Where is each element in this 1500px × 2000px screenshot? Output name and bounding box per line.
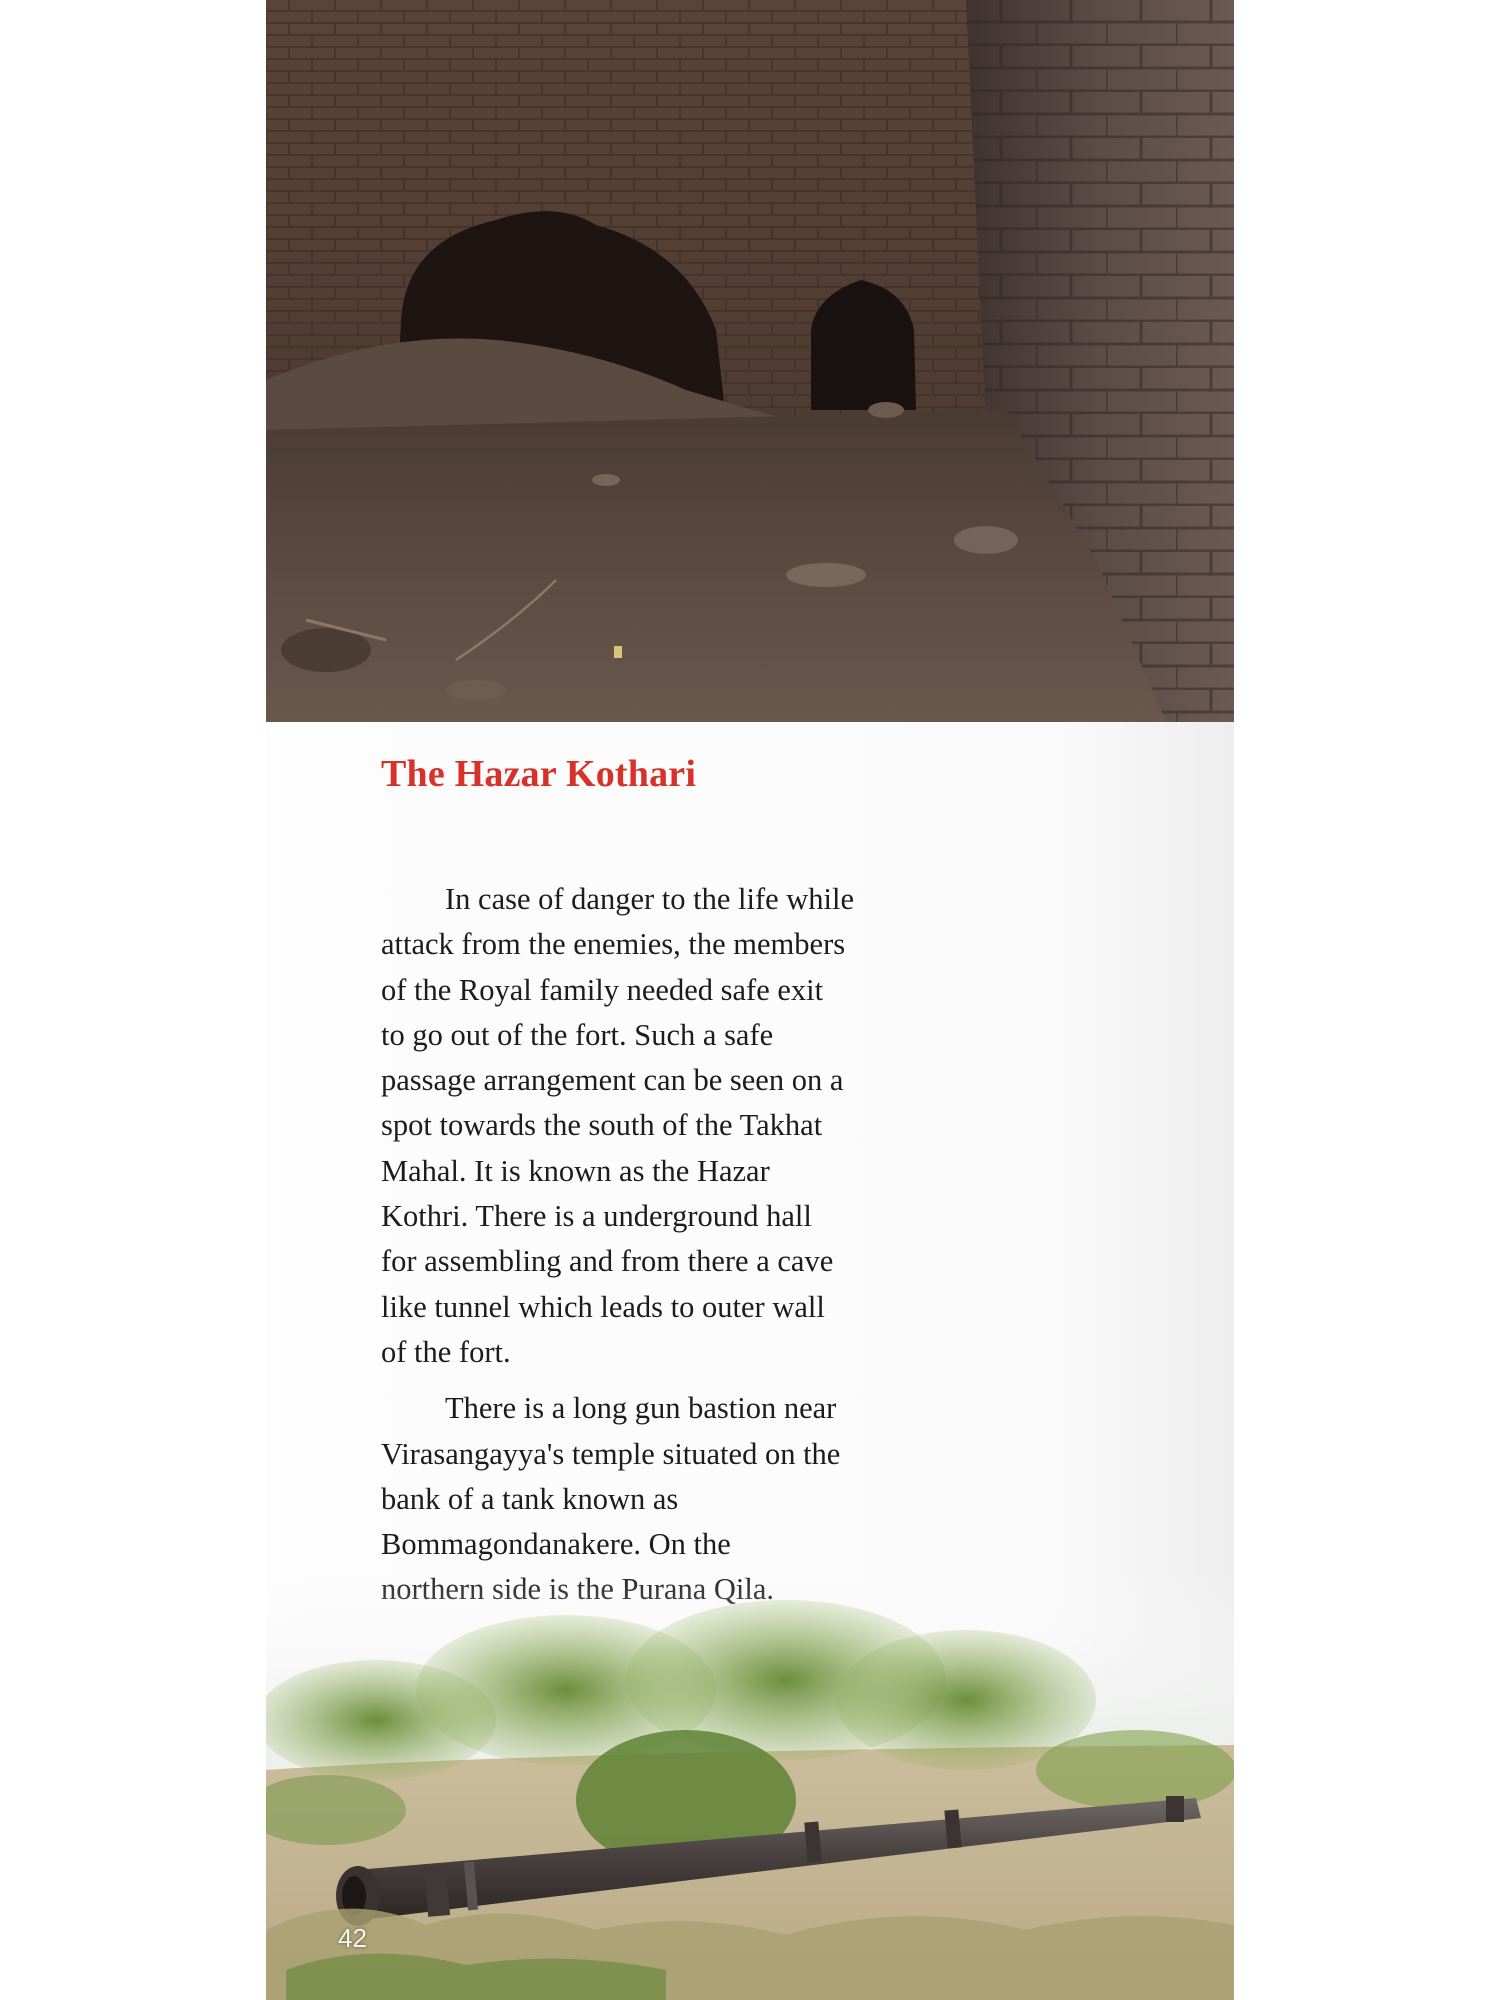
text-line: attack from the enemies, the members	[381, 927, 846, 962]
section-heading: The Hazar Kothari	[381, 753, 697, 795]
text-line: of the fort.	[381, 1334, 511, 1369]
cannon-photo	[266, 1570, 1234, 2000]
underground-hall-illustration	[266, 0, 1234, 722]
paragraph-1	[381, 877, 981, 1375]
text-line: passage arrangement can be seen on a	[381, 1063, 844, 1098]
underground-hall-photo	[266, 0, 1234, 722]
cannon-illustration	[266, 1570, 1234, 2000]
text-line: bank of a tank known as	[381, 1481, 679, 1516]
text-line: There is a long gun bastion near	[445, 1391, 837, 1426]
text-line: like tunnel which leads to outer wall	[381, 1289, 825, 1324]
text-line: to go out of the fort. Such a safe	[381, 1017, 774, 1052]
paragraph-gap	[381, 1375, 981, 1386]
page-number: 42	[338, 1923, 367, 1953]
text-line: Virasangayya's temple situated on the	[381, 1436, 841, 1471]
text-line: Bommagondanakere. On the	[381, 1527, 731, 1562]
text-line: In case of danger to the life while	[445, 882, 855, 916]
book-page	[266, 0, 1234, 2000]
text-line: spot towards the south of the Takhat	[381, 1108, 823, 1143]
text-line: Kothri. There is a underground hall	[381, 1199, 812, 1234]
text-line: for assembling and from there a cave	[381, 1244, 834, 1279]
text-line: Mahal. It is known as the Hazar	[381, 1153, 770, 1188]
article-body	[381, 877, 981, 1613]
text-line: of the Royal family needed safe exit	[381, 972, 824, 1007]
